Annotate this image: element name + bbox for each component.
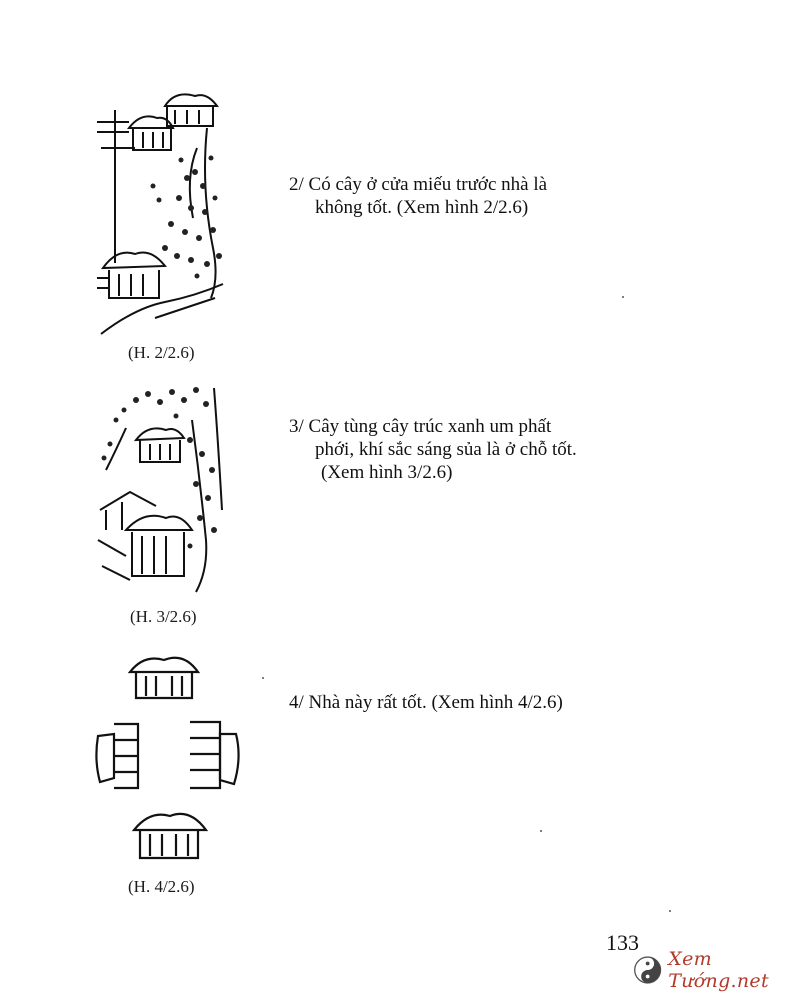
list-item: [289, 415, 577, 484]
figure-temple-tree: [95, 88, 230, 338]
item-text-line: phới, khí sắc sáng sủa là ở chỗ tốt.: [315, 439, 577, 460]
scan-speck: [622, 296, 624, 298]
scan-speck: [262, 677, 264, 679]
figure-pine-bamboo: [96, 380, 228, 595]
figure-caption: (H. 3/2.6): [130, 607, 197, 626]
list-item: [289, 173, 547, 219]
figure-caption: (H. 2/2.6): [128, 343, 195, 362]
pine-bamboo-illustration: [96, 380, 228, 595]
item-text-line: 4/ Nhà này rất tốt. (Xem hình 4/2.6): [289, 692, 563, 713]
list-item: [289, 691, 563, 714]
item-text-line: 3/ Cây tùng cây trúc xanh um phất: [289, 416, 552, 437]
item-text-line: 2/ Có cây ở cửa miếu trước nhà là: [289, 174, 548, 195]
page-number: 133: [606, 930, 639, 955]
scan-speck: [669, 910, 671, 912]
scan-speck: [540, 830, 542, 832]
figure-four-houses: [94, 650, 244, 865]
watermark-text: Xem Tướng.net: [668, 948, 769, 992]
temple-tree-illustration: [95, 88, 230, 338]
item-text-line: (Xem hình 3/2.6): [321, 462, 453, 483]
four-houses-illustration: [94, 650, 244, 865]
item-text-line: không tốt. (Xem hình 2/2.6): [315, 197, 529, 218]
figure-caption: (H. 4/2.6): [128, 877, 195, 896]
watermark: [633, 950, 798, 990]
yin-yang-icon: [633, 953, 662, 987]
